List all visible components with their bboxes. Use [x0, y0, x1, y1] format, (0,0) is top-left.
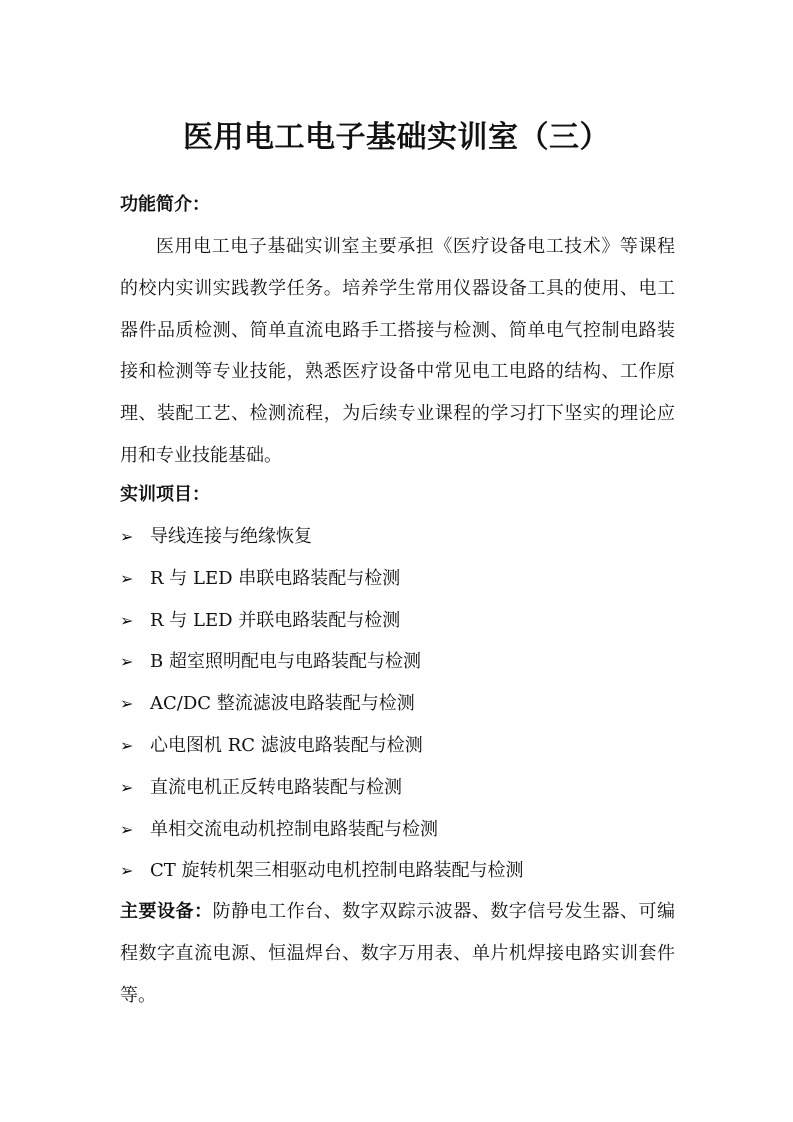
- project-label: R 与 LED 串联电路装配与检测: [150, 567, 401, 589]
- intro-paragraph: 医用电工电子基础实训室主要承担《医疗设备电工技术》等课程的校内实训实践教学任务。培养学生常用仪器设备工具的使用、电工器件品质检测、简单直流电路手工搭接与检测、简单电气控制电路装接和检测等专业技能，熟悉医疗设备中常见电工电路的结构、工作原理、装配工艺、检测流程，为后续专业课程的学习打下坚实的理论应用和专业技能基础。: [120, 236, 675, 466]
- equipment-paragraph: [120, 891, 675, 1017]
- list-item: [120, 641, 680, 683]
- project-list: [120, 516, 680, 892]
- project-label: B 超室照明配电与电路装配与检测: [150, 651, 421, 673]
- list-item: [120, 767, 680, 809]
- projects-heading: 实训项目：: [120, 484, 210, 505]
- project-label: CT 旋转机架三相驱动电机控制电路装配与检测: [150, 860, 524, 882]
- project-label: 直流电机正反转电路装配与检测: [150, 776, 402, 798]
- document-title: 医用电工电子基础实训室（三）: [183, 120, 610, 155]
- project-label: 导线连接与绝缘恢复: [150, 526, 312, 547]
- arrow-bullet-icon: ➢: [120, 735, 134, 755]
- arrow-bullet-icon: ➢: [120, 527, 134, 546]
- list-item: [120, 683, 680, 725]
- arrow-bullet-icon: ➢: [120, 652, 134, 672]
- project-label: 心电图机 RC 滤波电路装配与检测: [150, 734, 423, 756]
- arrow-bullet-icon: ➢: [120, 568, 134, 588]
- project-label: AC/DC 整流滤波电路装配与检测: [150, 693, 415, 715]
- list-item: [120, 516, 680, 558]
- project-label: R 与 LED 并联电路装配与检测: [150, 609, 401, 631]
- equipment-label: 主要设备：: [120, 901, 213, 922]
- list-item: [120, 850, 680, 892]
- list-item: [120, 809, 680, 851]
- arrow-bullet-icon: ➢: [120, 819, 134, 839]
- intro-heading: 功能简介：: [120, 194, 210, 215]
- project-label: 单相交流电动机控制电路装配与检测: [150, 818, 438, 840]
- equipment-text: 防静电工作台、数字双踪示波器、数字信号发生器、可编程数字直流电源、恒温焊台、数字万用表、单片机焊接电路实训套件等。: [120, 901, 676, 1006]
- arrow-bullet-icon: ➢: [120, 694, 134, 714]
- arrow-bullet-icon: ➢: [120, 610, 134, 630]
- list-item: [120, 600, 680, 642]
- arrow-bullet-icon: ➢: [120, 861, 134, 881]
- list-item: [120, 725, 680, 767]
- arrow-bullet-icon: ➢: [120, 777, 134, 797]
- list-item: [120, 558, 680, 600]
